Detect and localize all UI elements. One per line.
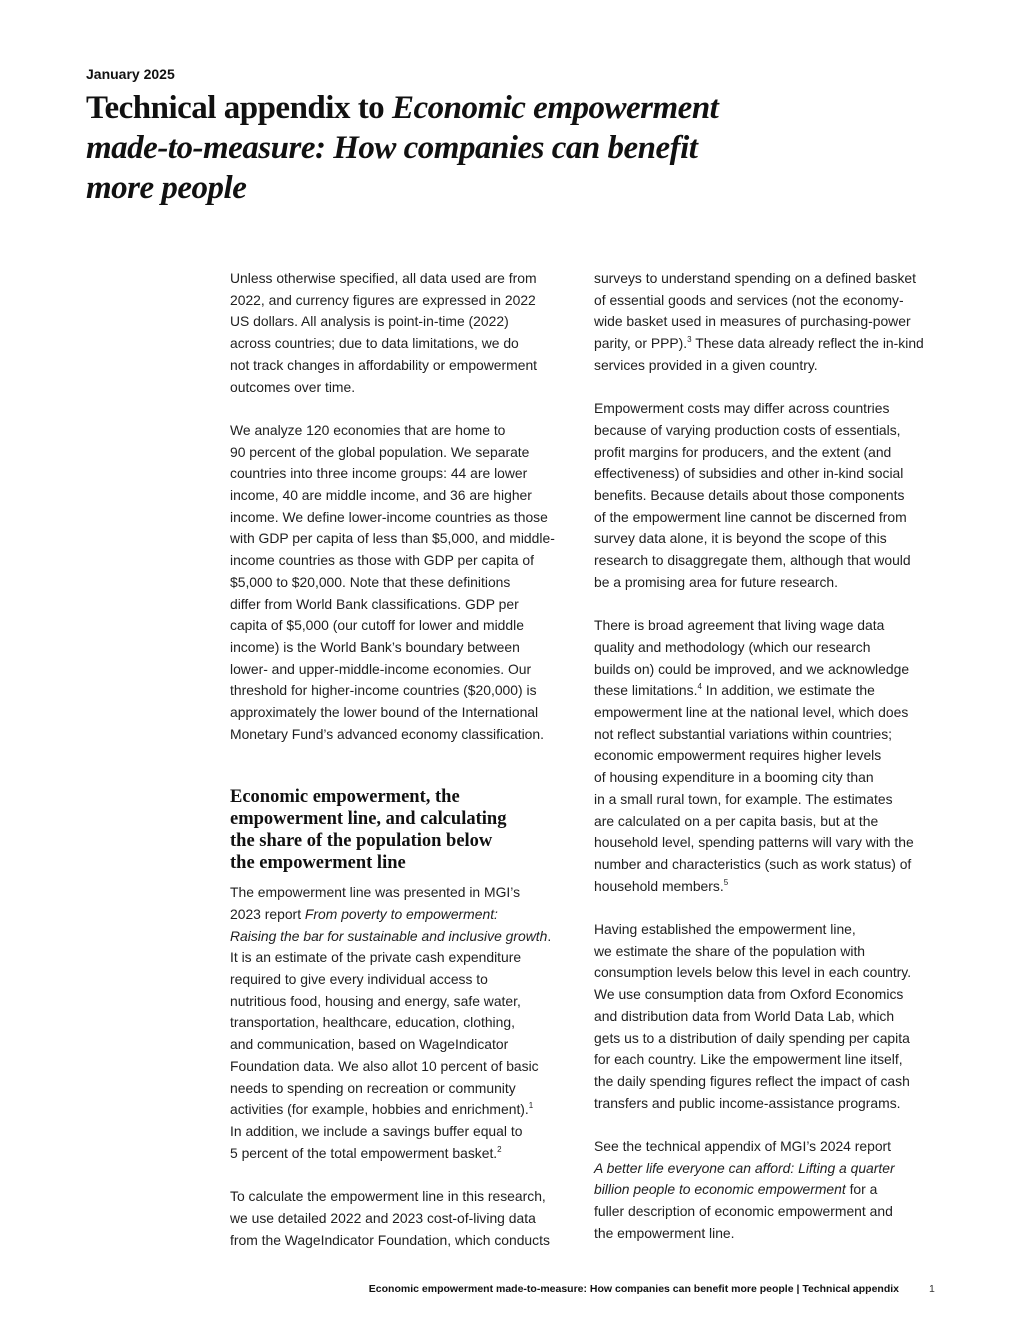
page-title: [86, 88, 746, 208]
report-title-italic: billion people to economic empowerment: [594, 1181, 846, 1198]
text-fragment: household members.: [594, 877, 724, 894]
text-line: capita of $5,000 (our cutoff for lower and middle: [230, 617, 524, 634]
text-line: economic empowerment requires higher levels: [594, 747, 882, 764]
text-line: household level, spending patterns will vary with the: [594, 834, 914, 851]
text-line: not track changes in affordability or empowerment: [230, 356, 538, 373]
text-line: across countries; due to data limitations, we do: [230, 335, 519, 352]
see-also-paragraph: [594, 1136, 939, 1245]
page-number: 1: [929, 1283, 935, 1295]
calculation-paragraph: [230, 1186, 575, 1251]
text-line: of essential goods and services (not the economy-: [594, 291, 904, 308]
text-line: gets us to a distribution of daily spending per capita: [594, 1029, 910, 1046]
text-line: services provided in a given country.: [594, 356, 818, 373]
text-line: benefits. Because details about those components: [594, 487, 905, 504]
text-line: differ from World Bank classifications. GDP per: [230, 595, 519, 612]
text-line: [594, 333, 939, 355]
report-title-italic: Raising the bar for sustainable and inclusive growth: [230, 927, 548, 944]
text-fragment: These data already reflect the in-kind: [691, 335, 924, 352]
text-line: [230, 1143, 575, 1165]
economies-paragraph: [230, 420, 575, 746]
text-line: number and characteristics (such as work status) of: [594, 855, 912, 872]
text-line: Monetary Fund’s advanced economy classification.: [230, 725, 544, 742]
title-report-name: Economic empowerment made-to-measure: How companies can benefit more people: [86, 90, 719, 206]
text-line: income) is the World Bank’s boundary between: [230, 638, 520, 655]
text-line: with GDP per capita of less than $5,000, and middle-: [230, 530, 555, 547]
left-column: [230, 268, 575, 1273]
text-line: quality and methodology (which our research: [594, 638, 871, 655]
text-line: Foundation data. We also allot 10 percent of basic: [230, 1057, 539, 1074]
text-fragment: these limitations.: [594, 682, 698, 699]
surveys-paragraph: [594, 268, 939, 377]
text-line: nutritious food, housing and energy, safe water,: [230, 992, 521, 1009]
text-line: and communication, based on WageIndicator: [230, 1036, 509, 1053]
running-footer: Economic empowerment made-to-measure: How companies can benefit more people | Technical appendix: [368, 1283, 899, 1295]
empowerment-line-paragraph: [230, 882, 575, 1164]
text-line: the empowerment line.: [594, 1224, 735, 1241]
text-line: US dollars. All analysis is point-in-time (2022): [230, 313, 509, 330]
text-fragment: 5 percent of the total empowerment basket.: [230, 1144, 498, 1161]
text-line: [230, 1099, 575, 1121]
text-line: transportation, healthcare, education, clothing,: [230, 1014, 515, 1031]
text-line: and distribution data from World Data Lab, which: [594, 1007, 895, 1024]
heading-line: the share of the population below: [230, 830, 493, 851]
text-line: we use detailed 2022 and 2023 cost-of-living data: [230, 1209, 536, 1226]
text-line: approximately the lower bound of the International: [230, 704, 539, 721]
text-line: The empowerment line was presented in MGI’s: [230, 884, 521, 901]
costs-paragraph: [594, 398, 939, 593]
text-line: surveys to understand spending on a defined basket: [594, 270, 917, 286]
intro-paragraph: [230, 268, 575, 398]
share-paragraph: [594, 919, 939, 1114]
text-line: are calculated on a per capita basis, but at the: [594, 812, 879, 829]
text-line: It is an estimate of the private cash expenditure: [230, 949, 522, 966]
text-line: transfers and public income-assistance programs.: [594, 1094, 901, 1111]
report-title-italic: From poverty to empowerment:: [304, 905, 498, 922]
text-line: [230, 926, 575, 948]
right-column: [594, 268, 939, 1266]
section-heading: [230, 787, 575, 874]
text-fragment: 2023 report: [230, 905, 305, 922]
text-fragment: parity, or PPP).: [594, 335, 688, 352]
text-line: [230, 904, 575, 926]
text-line: needs to spending on recreation or community: [230, 1079, 516, 1096]
text-line: countries into three income groups: 44 are lower: [230, 465, 528, 482]
text-line: required to give every individual access to: [230, 971, 488, 988]
text-line: we estimate the share of the population with: [594, 942, 866, 959]
text-line: because of varying production costs of essentials,: [594, 421, 901, 438]
footnote-marker[interactable]: 1: [528, 1101, 534, 1111]
text-fragment: In addition, we estimate the: [701, 682, 875, 699]
heading-line: Economic empowerment, the: [230, 787, 460, 808]
text-line: effectiveness) of subsidies and other in-kind social: [594, 465, 904, 482]
text-line: income, 40 are middle income, and 36 are higher: [230, 487, 532, 504]
text-line: the daily spending figures reflect the impact of cash: [594, 1072, 910, 1089]
publication-date: January 2025: [86, 66, 175, 82]
text-line: income countries as those with GDP per capita of: [230, 552, 534, 569]
text-line: wide basket used in measures of purchasing-power: [594, 313, 911, 330]
heading-line: empowerment line, and calculating: [230, 809, 507, 830]
text-line: threshold for higher-income countries ($20,000) is: [230, 682, 537, 699]
text-line: Having established the empowerment line,: [594, 921, 856, 938]
text-line: of housing expenditure in a booming city than: [594, 769, 874, 786]
heading-line: the empowerment line: [230, 852, 406, 873]
text-line: See the technical appendix of MGI’s 2024 report: [594, 1138, 892, 1155]
text-line: survey data alone, it is beyond the scope of this: [594, 530, 887, 547]
text-line: We analyze 120 economies that are home to: [230, 421, 506, 438]
footnote-marker[interactable]: 4: [697, 682, 702, 692]
text-fragment: for a: [845, 1181, 878, 1198]
text-line: income. We define lower-income countries as those: [230, 508, 548, 525]
text-line: [594, 1179, 939, 1201]
text-line: in a small rural town, for example. The estimates: [594, 790, 893, 807]
text-line: of the empowerment line cannot be discerned from: [594, 508, 907, 525]
text-line: There is broad agreement that living wage data: [594, 617, 885, 634]
text-line: be a promising area for future research.: [594, 573, 838, 590]
text-line: $5,000 to $20,000. Note that these definitions: [230, 573, 511, 590]
text-line: [594, 1158, 939, 1180]
text-line: from the WageIndicator Foundation, which conducts: [230, 1231, 550, 1248]
footnote-marker[interactable]: 5: [723, 877, 729, 887]
footnote-marker[interactable]: 3: [687, 335, 692, 345]
limitations-paragraph: [594, 615, 939, 897]
text-line: builds on) could be improved, and we acknowledge: [594, 660, 910, 677]
text-line: empowerment line at the national level, which does: [594, 704, 909, 721]
text-line: fuller description of economic empowerment and: [594, 1203, 893, 1220]
text-line: In addition, we include a savings buffer equal to: [230, 1123, 523, 1139]
text-line: To calculate the empowerment line in this research,: [230, 1188, 546, 1205]
text-line: consumption levels below this level in each country.: [594, 964, 912, 981]
footnote-marker[interactable]: 2: [497, 1144, 502, 1154]
text-line: Unless otherwise specified, all data used are from: [230, 270, 537, 286]
text-line: profit margins for producers, and the extent (and: [594, 443, 892, 460]
text-fragment: .: [547, 927, 552, 944]
report-title-italic: A better life everyone can afford: Lifting a quarter: [594, 1159, 895, 1176]
text-line: 2022, and currency figures are expressed in 2022: [230, 291, 536, 308]
text-line: lower- and upper-middle-income economies. Our: [230, 660, 532, 677]
text-line: not reflect substantial variations within countries;: [594, 725, 893, 742]
text-line: Empowerment costs may differ across countries: [594, 400, 890, 417]
text-line: for each country. Like the empowerment line itself,: [594, 1051, 903, 1068]
text-line: outcomes over time.: [230, 378, 356, 395]
text-line: We use consumption data from Oxford Economics: [594, 986, 904, 1003]
text-fragment: activities (for example, hobbies and enrichment).: [230, 1101, 529, 1118]
text-line: 90 percent of the global population. We separate: [230, 443, 530, 460]
text-line: [594, 876, 939, 898]
title-prefix: Technical appendix to: [86, 90, 392, 126]
text-line: research to disaggregate them, although that would: [594, 552, 911, 569]
text-line: [594, 680, 939, 702]
